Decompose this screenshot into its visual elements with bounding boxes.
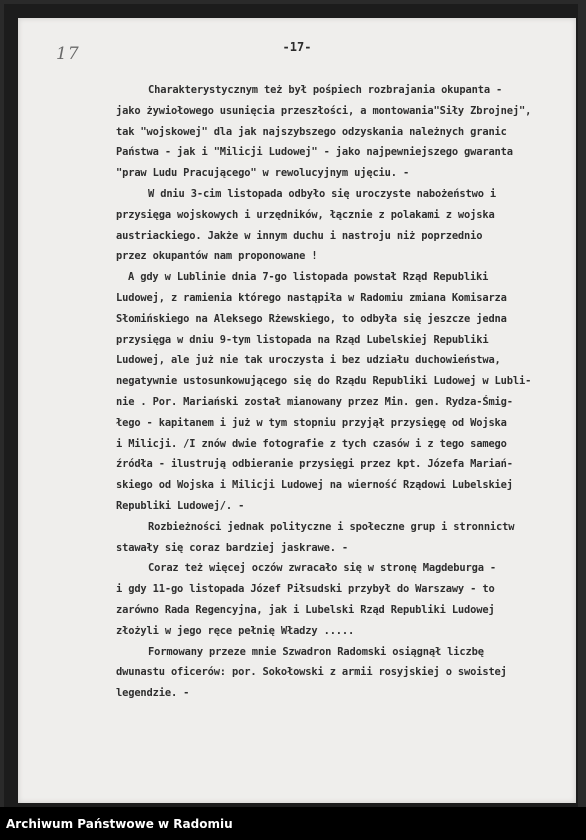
margin-note-handwritten: 17 xyxy=(56,44,80,64)
text-line: "praw Ludu Pracującego" w rewolucyjnym ujęciu. - xyxy=(116,167,410,180)
text-line: Ludowej, z ramienia którego nastąpiła w Radomiu zmiana Komisarza xyxy=(116,291,507,304)
text-line: Rozbieżności jednak polityczne i społeczne grup i stronnictw xyxy=(148,520,515,533)
text-line: Republiki Ludowej/. - xyxy=(116,499,245,512)
text-line: przysięga wojskowych i urzędników, łącznie z polakami z wojska xyxy=(116,208,495,221)
text-line: W dniu 3-cim listopada odbyło się uroczyste nabożeństwo i xyxy=(148,187,497,200)
scan-frame xyxy=(4,4,578,807)
text-line: dwunastu oficerów: por. Sokołowski z armii rosyjskiej o swoistej xyxy=(116,666,507,679)
text-line: nie . Por. Mariański został mianowany przez Min. gen. Rydza-Śmig- xyxy=(116,395,513,408)
text-line: skiego od Wojska i Milicji Ludowej na wierność Rządowi Lubelskiej xyxy=(116,479,513,492)
document-page xyxy=(18,18,576,803)
text-line: stawały się coraz bardziej jaskrawe. - xyxy=(116,541,349,554)
text-line: austriackiego. Jakże w innym duchu i nastroju niż poprzednio xyxy=(116,229,483,242)
text-line: Coraz też więcej oczów zwracało się w stronę Magdeburga - xyxy=(148,562,497,575)
text-line: i Milicji. /I znów dwie fotografie z tych czasów i z tego samego xyxy=(116,437,507,450)
text-line: łego - kapitanem i już w tym stopniu przyjął przysięgę od Wojska xyxy=(116,416,507,429)
text-line: przez okupantów nam proponowane ! xyxy=(116,250,318,263)
text-line: i gdy 11-go listopada Józef Piłsudski przybył do Warszawy - to xyxy=(116,583,495,596)
text-line: przysięga w dniu 9-tym listopada na Rząd Lubelskiej Republiki xyxy=(116,333,489,346)
text-line: źródła - ilustrują odbieranie przysięgi przez kpt. Józefa Mariań- xyxy=(116,458,513,471)
text-line: Państwa - jak i "Milicji Ludowej" - jako najpewniejszego gwaranta xyxy=(116,146,513,159)
text-line: Charakterystycznym też był pośpiech rozbrajania okupanta - xyxy=(148,84,503,96)
text-line: tak "wojskowej" dla jak najszybszego odzyskania należnych granic xyxy=(116,125,507,138)
text-line: A gdy w Lublinie dnia 7-go listopada powstał Rząd Republiki xyxy=(128,271,489,284)
text-line: zarówno Rada Regencyjna, jak i Lubelski Rząd Republiki Ludowej xyxy=(116,603,495,616)
text-line: legendzie. - xyxy=(116,687,190,700)
page-number: -17- xyxy=(282,40,312,54)
archive-name: Archiwum Państwowe w Radomiu xyxy=(6,817,233,831)
typed-body-text xyxy=(98,80,570,704)
text-line: negatywnie ustosunkowującego się do Rządu Republiki Ludowej w Lubli- xyxy=(116,375,532,388)
text-line: jako żywiołowego usunięcia przeszłości, a montowania"Siły Zbrojnej", xyxy=(116,104,532,117)
archive-footer xyxy=(0,807,586,840)
text-line: Słomińskiego na Aleksego Rżewskiego, to odbyła się jeszcze jedna xyxy=(116,312,507,325)
text-line: złożyli w jego ręce pełnię Władzy ..... xyxy=(116,624,355,637)
text-line: Formowany przeze mnie Szwadron Radomski osiągnął liczbę xyxy=(148,645,484,658)
text-line: Ludowej, ale już nie tak uroczysta i bez udziału duchowieństwa, xyxy=(116,354,501,367)
